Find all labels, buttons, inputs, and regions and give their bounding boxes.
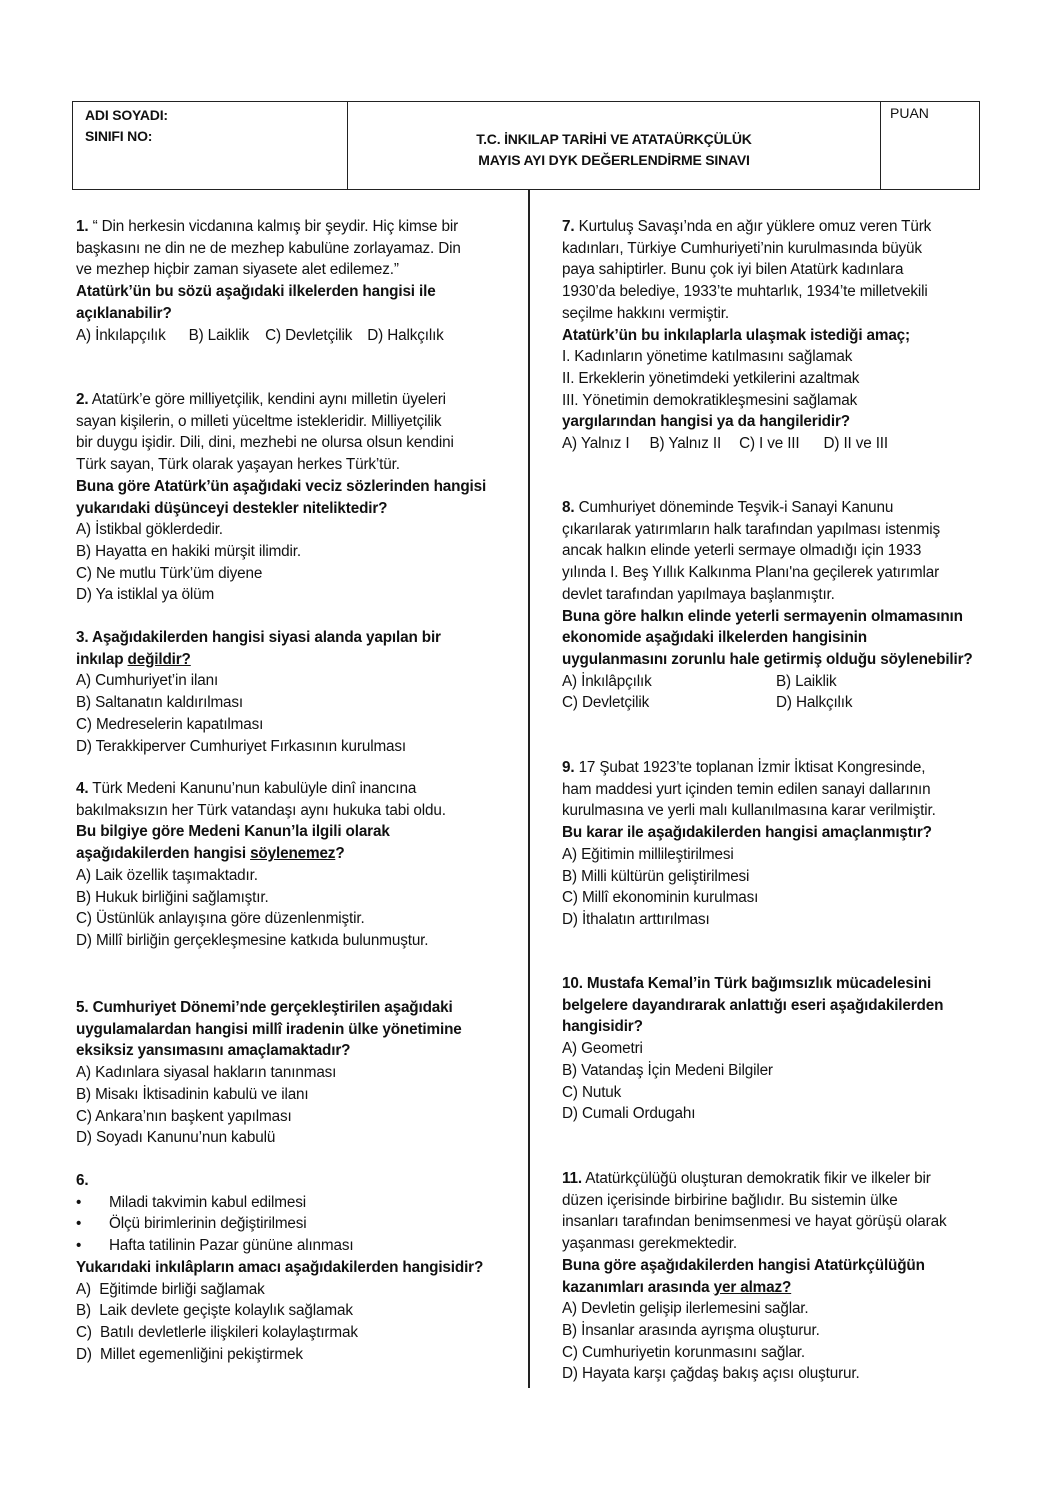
exam-header [72, 101, 980, 190]
question-number: 5. [76, 999, 89, 1016]
question-number: 11. [562, 1170, 582, 1187]
option-a[interactable]: A) Devletin gelişip ilerlemesini sağlar. [562, 1300, 809, 1318]
question-prompt-line: Buna göre aşağıdakilerden hangisi Atatürkçülüğün [562, 1256, 925, 1274]
option-d[interactable]: D) Soyadı Kanunu’nun kabulü [76, 1129, 276, 1147]
option-c[interactable]: C) Millî ekonominin kurulması [562, 889, 759, 907]
option-a[interactable]: A) Kadınlara siyasal hakların tanınması [76, 1064, 337, 1082]
question-prompt-line: Yukarıdaki inkılâpların amacı aşağıdakilerden hangisidir? [76, 1258, 484, 1276]
question-stem-line: Türk sayan, Türk olarak yaşayan herkes Türk’tür. [76, 456, 400, 474]
question-number: 9. [562, 759, 575, 776]
option-c[interactable]: C) I ve III [739, 435, 800, 453]
question-prompt-line: belgelere dayandırarak anlattığı eseri aşağıdakilerden [562, 996, 944, 1014]
option-c[interactable]: C) Devletçilik [265, 326, 353, 344]
question-stem-line: bir duygu işidir. Dili, dini, mezhebi ne olursa olsun kendini [76, 434, 454, 452]
exam-title-line2: MAYIS AYI DYK DEĞERLENDİRME SINAVI [478, 152, 750, 168]
student-info-cell [73, 102, 348, 189]
option-d[interactable]: D) Halkçılık [367, 326, 444, 344]
option-d[interactable]: D) İthalatın arttırılması [562, 910, 710, 928]
question-prompt-line: hangisidir? [562, 1018, 643, 1036]
question-number: 3. [76, 629, 89, 646]
question-stem-line: devlet tarafından yapılmaya başlanmıştır. [562, 585, 835, 603]
option-b[interactable]: B) Milli kültürün geliştirilmesi [562, 867, 750, 885]
question-5 [76, 997, 524, 1149]
question-1 [76, 216, 524, 346]
question-number: 10. [562, 975, 583, 992]
option-b[interactable]: B) Misakı İktisadinin kabulü ve ilanı [76, 1085, 309, 1103]
question-prompt-line: Aşağıdakilerden hangisi siyasi alanda yapılan bir [88, 629, 441, 646]
student-class-label: SINIFI NO: [85, 128, 153, 144]
question-number: 4. [76, 780, 89, 797]
bullet-item [76, 1213, 524, 1235]
question-stem-line: Cumhuriyet döneminde Teşvik-i Sanayi Kanunu [574, 499, 894, 516]
option-c[interactable]: C) Nutuk [562, 1083, 622, 1101]
option-d[interactable]: D) Cumali Ordugahı [562, 1105, 696, 1123]
bullet-text: Ölçü birimlerinin değiştirilmesi [109, 1215, 307, 1233]
question-stem-line: seçilme hakkını vermiştir. [562, 304, 729, 322]
question-emphasis: yer almaz? [713, 1278, 792, 1296]
question-stem-line: ham maddesi yurt içinden temin edilen sanayi dallarının [562, 780, 931, 798]
question-mark: ? [335, 845, 345, 863]
question-number: 6. [76, 1172, 89, 1189]
question-stem-line: paya sahiptirler. Bunu çok iyi bilen Atatürk kadınlara [562, 261, 904, 279]
option-a[interactable]: A) Laik özellik taşımaktadır. [76, 866, 258, 884]
statement-ii: II. Erkeklerin yönetimdeki yetkilerini azaltmak [562, 369, 860, 387]
option-c[interactable]: C) Batılı devletlerle ilişkileri kolaylaştırmak [76, 1323, 358, 1341]
option-b[interactable]: B) Saltanatın kaldırılması [76, 694, 243, 712]
bullet-item [76, 1235, 524, 1257]
question-number: 7. [562, 218, 575, 235]
option-b[interactable]: B) Laiklik [188, 326, 250, 344]
question-prompt-line: uygulanmasını zorunlu hale getirmiş olduğu söylenebilir? [562, 650, 973, 668]
question-prompt-line: Bu karar ile aşağıdakilerden hangisi amaçlanmıştır? [562, 824, 932, 842]
student-name-label: ADI SOYADI: [85, 107, 168, 123]
question-prompt-line: Buna göre halkın elinde yeterli sermayenin olmamasının [562, 607, 963, 625]
question-stem-line: düzen içerisinde birbirine bağlıdır. Bu sistemin ülke [562, 1191, 898, 1209]
question-prompt-line: Buna göre Atatürk’ün aşağıdaki veciz sözlerinden hangisi [76, 477, 487, 495]
bullet-text: Hafta tatilinin Pazar gününe alınması [109, 1237, 354, 1255]
option-d[interactable]: D) Hayata karşı çağdaş bakış açısı oluşturur. [562, 1365, 860, 1383]
option-a[interactable]: A) İstikbal göklerdedir. [76, 521, 223, 539]
question-stem-line: Kurtuluş Savaşı’nda en ağır yüklere omuz veren Türk [574, 218, 932, 235]
bullet-icon: • [76, 1237, 82, 1255]
option-c[interactable]: C) Üstünlük anlayışına göre düzenlenmiştir. [76, 910, 365, 928]
question-10 [562, 973, 992, 1125]
question-number: 1. [76, 218, 89, 235]
question-9 [562, 757, 992, 931]
score-cell [881, 102, 979, 189]
option-c[interactable]: C) Medreselerin kapatılması [76, 715, 264, 733]
question-6 [76, 1170, 524, 1365]
question-prompt-line: açıklanabilir? [76, 304, 172, 322]
option-c[interactable]: C) Ne mutlu Türk’üm diyene [76, 564, 263, 582]
question-emphasis: değildir? [127, 650, 191, 668]
question-8 [562, 497, 992, 714]
bullet-text: Miladi takvimin kabul edilmesi [109, 1193, 306, 1211]
question-stem-line: sayan kişilerin, o milleti yüceltme istekleridir. Milliyetçilik [76, 412, 442, 430]
question-stem-line: yılında I. Beş Yıllık Kalkınma Planı'na geçilerek yatırımlar [562, 564, 940, 582]
question-stem-line: yaşanması gerekmektedir. [562, 1235, 737, 1253]
answer-options [76, 325, 524, 347]
question-prompt-line: aşağıdakilerden hangisi [76, 845, 251, 863]
question-stem-line: ancak halkın elinde yeterli sermaye olmadığı için 1933 [562, 542, 922, 560]
option-c[interactable]: C) Ankara’nın başkent yapılması [76, 1107, 292, 1125]
question-prompt-line: Bu bilgiye göre Medeni Kanun’la ilgili olarak [76, 823, 390, 841]
option-b[interactable]: B) Hukuk birliğini sağlamıştır. [76, 888, 269, 906]
column-divider [528, 190, 530, 1388]
answer-options [562, 671, 992, 714]
question-prompt-line: Atatürk’ün bu sözü aşağıdaki ilkelerden hangisi ile [76, 283, 436, 301]
option-a[interactable]: A) Eğitimde birliği sağlamak [76, 1280, 265, 1298]
option-a[interactable]: A) İnkılapçılık [76, 326, 166, 344]
question-stem-line: kadınları, Türkiye Cumhuriyeti’nin kurulmasında büyük [562, 239, 922, 257]
question-stem-line: kurulmasına ve yerli malı kullanılmasına karar verilmiştir. [562, 802, 936, 820]
question-stem-line: başkasını ne din ne de mezhep kabulüne zorlayamaz. Din [76, 239, 461, 257]
question-stem-line: Atatürk’e göre milliyetçilik, kendini aynı milletin üyeleri [88, 391, 446, 408]
option-b[interactable]: B) Hayatta en hakiki mürşit ilimdir. [76, 542, 301, 560]
option-a[interactable]: A) Cumhuriyet’in ilanı [76, 672, 219, 690]
option-b[interactable]: B) Vatandaş İçin Medeni Bilgiler [562, 1061, 773, 1079]
question-prompt-line: Mustafa Kemal’in Türk bağımsızlık mücadelesini [582, 975, 932, 992]
bullet-icon: • [76, 1215, 82, 1233]
statement-i: I. Kadınların yönetime katılmasını sağlamak [562, 348, 853, 366]
option-c[interactable]: C) Devletçilik [562, 694, 650, 712]
exam-title-cell [348, 102, 881, 189]
option-d[interactable]: D) II ve III [823, 435, 889, 453]
question-prompt-line: eksiksiz yansımasını amaçlamaktadır? [76, 1042, 351, 1060]
question-stem-line: 17 Şubat 1923’te toplanan İzmir İktisat Kongresinde, [574, 759, 926, 776]
option-b[interactable]: B) Laiklik [776, 672, 837, 690]
option-b[interactable]: B) İnsanlar arasında ayrışma oluşturur. [562, 1321, 820, 1339]
question-number: 2. [76, 391, 89, 408]
question-number: 8. [562, 499, 575, 516]
option-d[interactable]: D) Terakkiperver Cumhuriyet Fırkasının kurulması [76, 737, 406, 755]
option-c[interactable]: C) Cumhuriyetin korunmasını sağlar. [562, 1343, 805, 1361]
score-label: PUAN [890, 105, 929, 121]
bullet-item [76, 1192, 524, 1214]
question-2 [76, 389, 524, 606]
option-d[interactable]: D) Millî birliğin gerçekleşmesine katkıda bulunmuştur. [76, 931, 429, 949]
question-prompt-line: ekonomide aşağıdaki ilkelerden hangisinin [562, 629, 867, 647]
question-stem-line: çıkarılarak yatırımların halk tarafından yapılması istenmiş [562, 520, 940, 538]
option-a[interactable]: A) İnkılâpçılık [562, 672, 652, 690]
question-3 [76, 627, 524, 757]
question-prompt-line: Cumhuriyet Dönemi’nde gerçekleştirilen aşağıdaki [88, 999, 453, 1016]
question-4 [76, 778, 524, 952]
exam-title-line1: T.C. İNKILAP TARİHİ VE ATATAÜRKÇÜLÜK [476, 131, 752, 147]
question-stem-line: Atatürkçülüğü oluşturan demokratik fikir ve ilkeler bir [581, 1170, 931, 1187]
option-a[interactable]: A) Geometri [562, 1040, 643, 1058]
option-b[interactable]: B) Laik devlete geçişte kolaylık sağlamak [76, 1302, 353, 1320]
question-stem-line: “ Din herkesin vicdanına kalmış bir şeydir. Hiç kimse bir [88, 218, 459, 235]
option-d[interactable]: D) Millet egemenliğini pekiştirmek [76, 1345, 303, 1363]
statement-iii: III. Yönetimin demokratikleşmesini sağlamak [562, 391, 858, 409]
question-emphasis: söylenemez [250, 845, 336, 863]
question-stem-line: ve mezhep hiçbir zaman siyasete alet edilemez.” [76, 261, 399, 279]
question-stem-line: 1930’da belediye, 1933’te muhtarlık, 1934’te milletvekili [562, 283, 928, 301]
question-prompt-line: inkılap [76, 650, 128, 668]
answer-options [562, 433, 992, 455]
question-11 [562, 1168, 992, 1385]
question-stem-line: bakılmaksızın her Türk vatandaşı aynı hukuka tabi oldu. [76, 801, 446, 819]
option-b[interactable]: B) Yalnız II [649, 435, 722, 453]
question-stem-line: Türk Medeni Kanunu’nun kabulüyle dinî inancına [88, 780, 417, 797]
question-prompt-line: uygulamalardan hangisi millî iradenin ülke yönetimine [76, 1020, 462, 1038]
question-stem-line: insanları tarafından benimsenmesi ve hayat görüşü olarak [562, 1213, 947, 1231]
question-prompt-line: kazanımları arasında [562, 1278, 714, 1296]
question-prompt-line: yargılarından hangisi ya da hangileridir? [562, 413, 850, 431]
bullet-icon: • [76, 1193, 82, 1211]
option-d[interactable]: D) Halkçılık [776, 694, 853, 712]
question-prompt-line: Atatürk’ün bu inkılaplarla ulaşmak istediği amaç; [562, 326, 910, 344]
option-a[interactable]: A) Eğitimin millileştirilmesi [562, 845, 734, 863]
option-d[interactable]: D) Ya istiklal ya ölüm [76, 586, 215, 604]
question-prompt-line: yukarıdaki düşünceyi destekler niteliktedir? [76, 499, 388, 517]
question-7 [562, 216, 992, 455]
option-a[interactable]: A) Yalnız I [562, 435, 630, 453]
